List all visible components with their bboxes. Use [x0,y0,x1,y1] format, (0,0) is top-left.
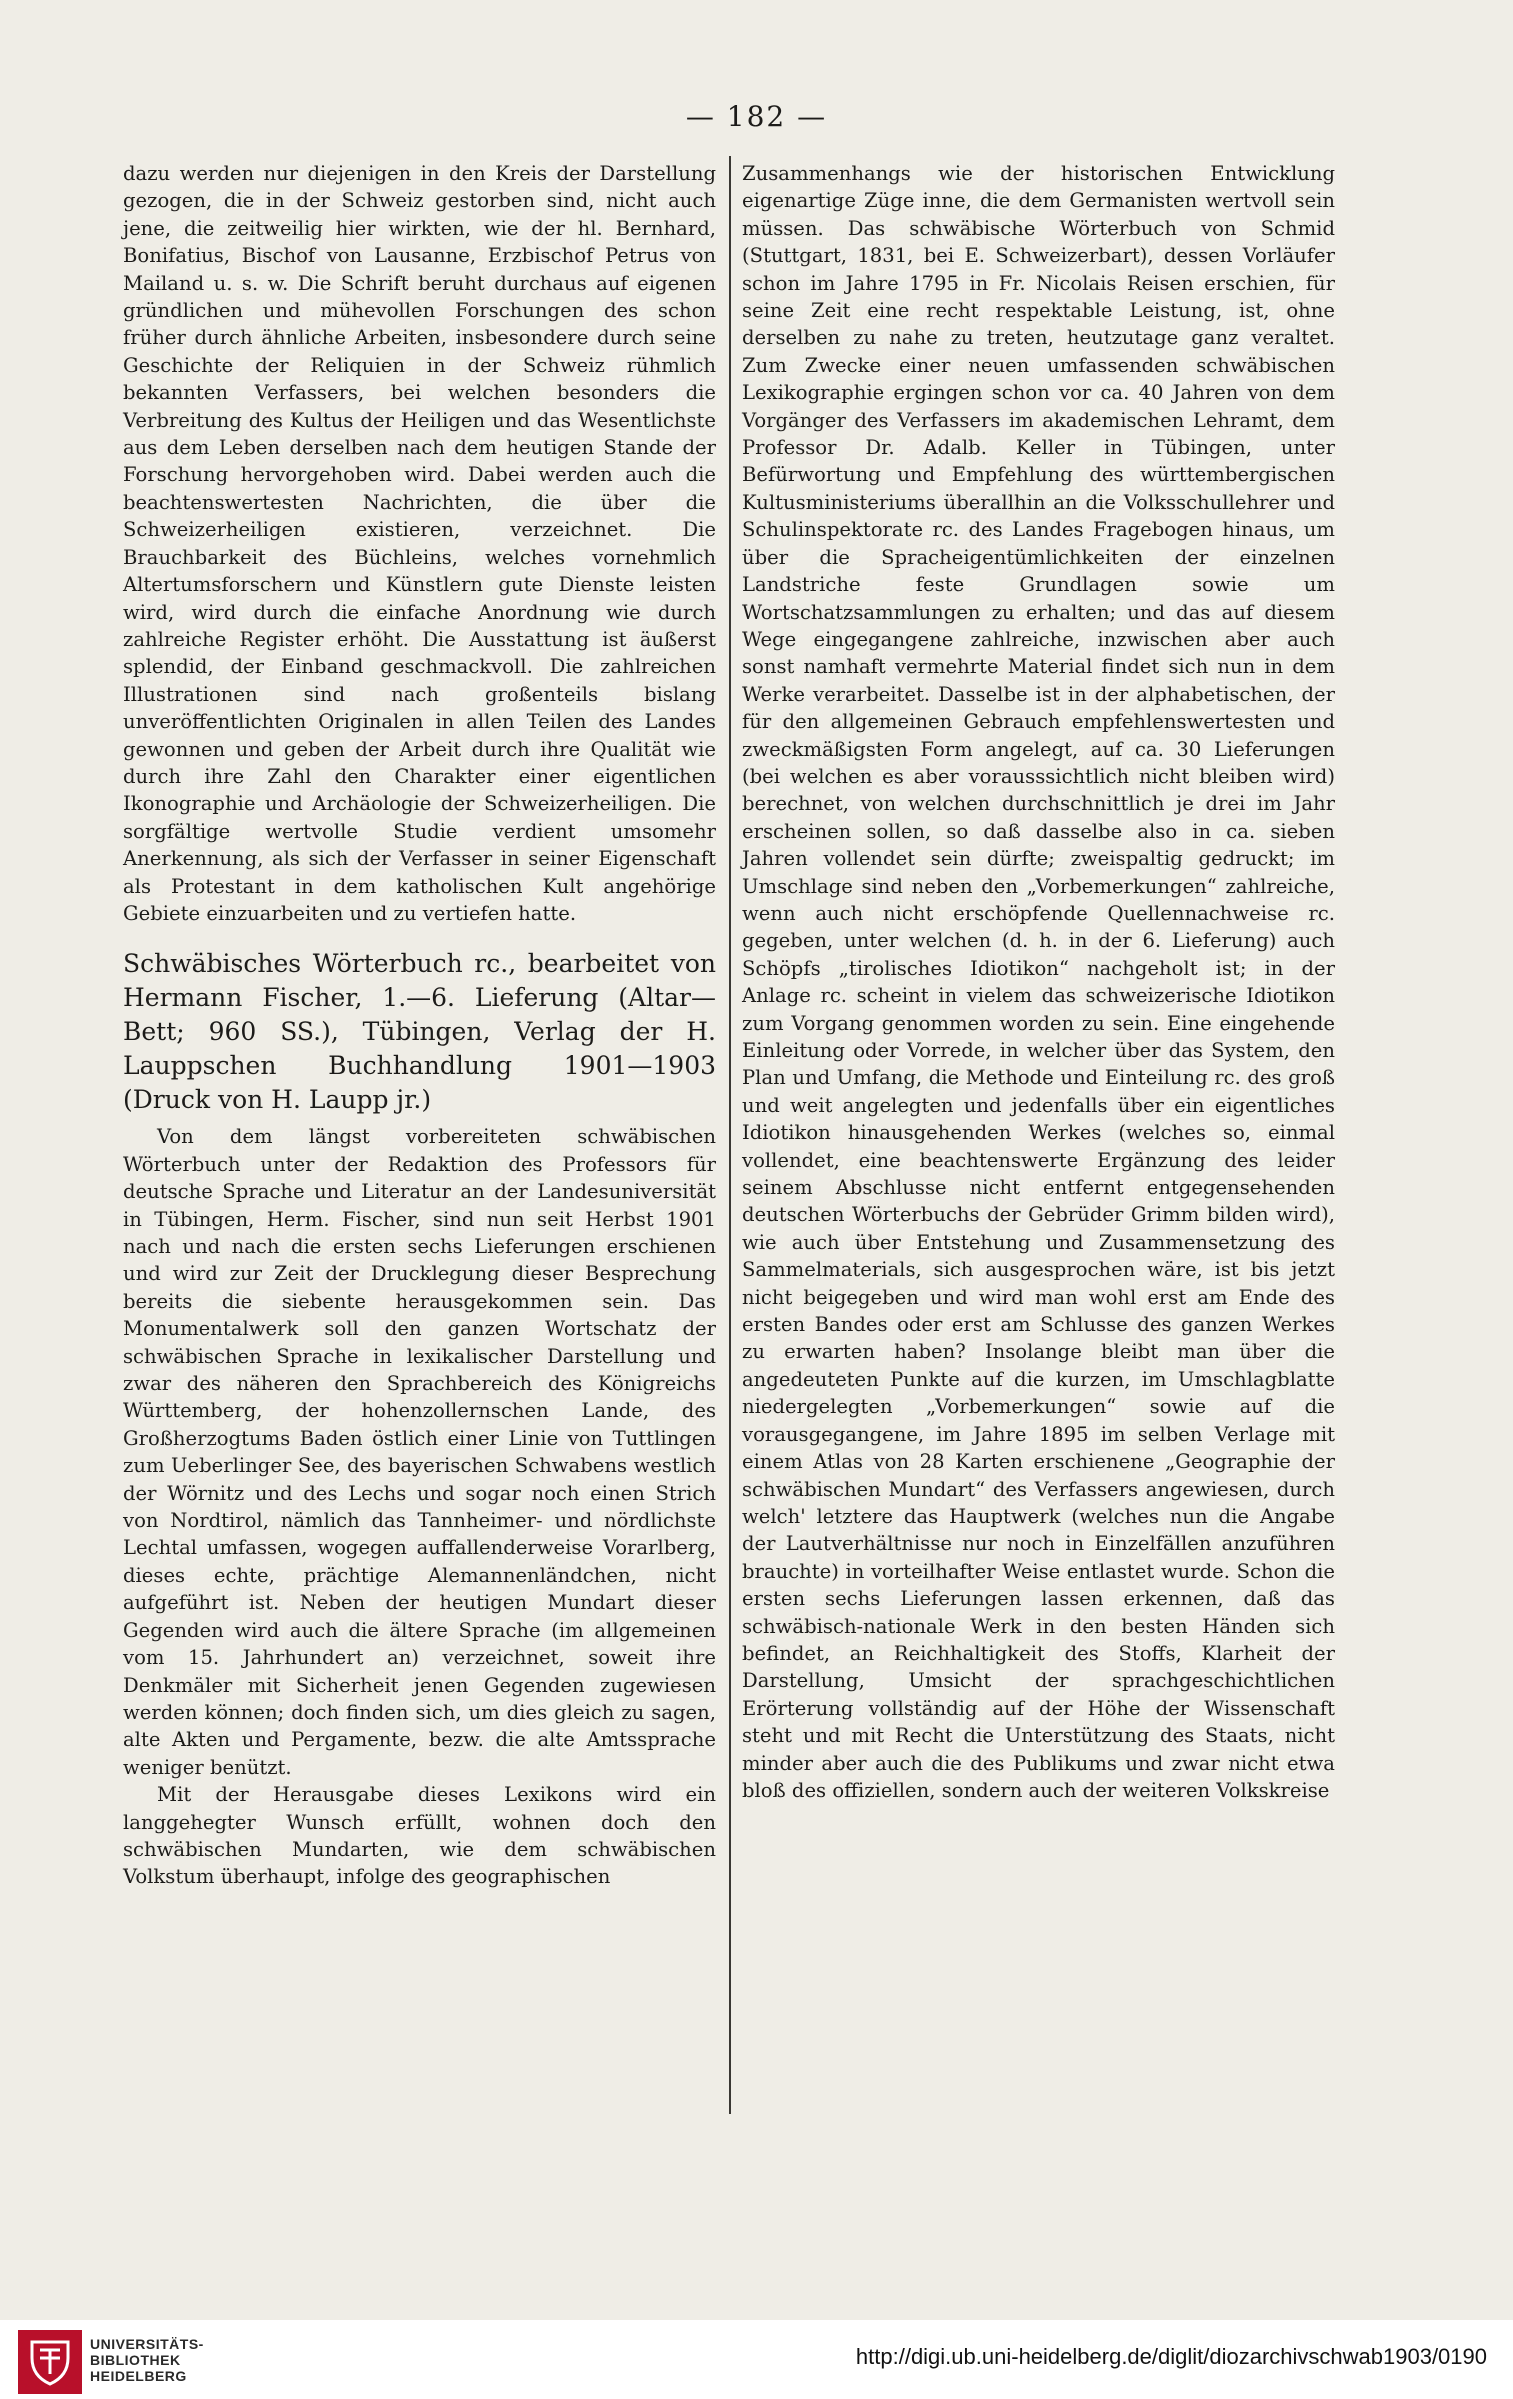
source-url-link[interactable]: http://digi.ub.uni-heidelberg.de/diglit/diozarchivschwab1903/0190 [855,2344,1487,2369]
paragraph: dazu werden nur diejenigen in den Kreis der Darstellung gezogen, die in der Schweiz gestorben sind, nicht auch jene, die zeitweilig hier wirkten, wie der hl. Bernhard, Bonifatius, Bischof von Lausanne, Erzbischof Petrus von Mailand u. s. w. Die Schrift beruht durchaus auf eigenen gründlichen und mühevollen Forschungen des schon früher durch ähnliche Arbeiten, insbesondere durch seine Geschichte der Reliquien in der Schweiz rühmlich bekannten Verfassers, bei welchen besonders die Verbreitung des Kultus der Heiligen und das Wesentlichste aus dem Leben derselben nach dem heutigen Stande der Forschung hervorgehoben wird. Dabei werden auch die beachtenswertesten Nachrichten, die über die Schweizerheiligen existieren, verzeichnet. Die Brauchbarkeit des Büchleins, welches vornehmlich Altertumsforschern und Künstlern gute Dienste leisten wird, wird durch die einfache Anordnung wie durch zahlreiche Register erhöht. Die Ausstattung ist äußerst splendid, der Einband geschmackvoll. Die zahlreichen Illustrationen sind nach großenteils bislang unveröffentlichten Originalen in allen Teilen des Landes gewonnen und geben der Arbeit durch ihre Qualität wie durch ihre Zahl den Charakter einer eigentlichen Ikonographie und Archäologie der Schweizerheiligen. Die sorgfältige wertvolle Studie verdient umsomehr Anerkennung, als sich der Verfasser in seiner Eigenschaft als Protestant in dem katholischen Kult angehörige Gebiete einzuarbeiten und zu vertiefen hatte. [123,162,716,925]
library-name: UNIVERSITÄTS- BIBLIOTHEK HEIDELBERG [90,2336,204,2384]
footer-bar [0,2320,1513,2399]
university-library-logo-icon [18,2330,82,2394]
paragraph: Mit der Herausgabe dieses Lexikons wird ein langgehegter Wunsch erfüllt, wohnen doch den schwäbischen Mundarten, wie dem schwäbischen Volkstum überhaupt, infolge des geographischen [123,1783,716,1889]
paragraph: Zusammenhangs wie der historischen Entwicklung eigenartige Züge inne, die dem Germanisten wertvoll sein müssen. Das schwäbische Wörterbuch von Schmid (Stuttgart, 1831, bei E. Schweizerbart), dessen Vorläufer schon im Jahre 1795 in Fr. Nicolais Reisen erschien, für seine Zeit eine recht respektable Leistung, ist, ohne derselben zu nahe zu treten, heutzutage ganz veraltet. Zum Zwecke einer neuen umfassenden schwäbischen Lexikographie ergingen schon vor ca. 40 Jahren von dem Vorgänger des Verfassers im akademischen Lehramt, dem Professor Dr. Adalb. Keller in Tübingen, unter Befürwortung und Empfehlung des württembergischen Kultusministeriums überallhin an die Volksschullehrer und Schulinspektorate rc. des Landes Fragebogen hinaus, um über die Spracheigentümlichkeiten der einzelnen Landstriche feste Grundlagen sowie um Wortschatzsammlungen zu erhalten; und das auf diesem Wege eingegangene zahlreiche, inzwischen aber auch sonst namhaft vermehrte Material findet sich nun in dem Werke verarbeitet. Dasselbe ist in der alphabetischen, der für den allgemeinen Gebrauch empfehlenswertesten und zweckmäßigsten Form angelegt, auf ca. 30 Lieferungen (bei welchen es aber vorausssichtlich nicht bleiben wird) berechnet, von welchen durchschnittlich je drei im Jahr erscheinen sollen, so daß dasselbe also in ca. sieben Jahren vollendet sein dürfte; zweispaltig gedruckt; im Umschlage sind neben den „Vorbemerkungen“ zahlreiche, wenn auch nicht erschöpfende Quellennachweise rc. gegeben, unter welchen (d. h. in der 6. Lieferung) auch Schöpfs „tirolisches Idiotikon“ nachgeholt ist; in der Anlage rc. scheint in vielem das schweizerische Idiotikon zum Vorgang genommen worden zu sein. Eine eingehende Einleitung oder Vorrede, in welcher über das System, den Plan und Umfang, die Methode und Einteilung rc. des groß und weit angelegten und jedenfalls über ein eigentliches Idiotikon hinausgehenden Werkes (welches so, einmal vollendet, eine beachtenswerte Ergänzung des leider seinem Abschlusse nicht entfernt entgegensehenden deutschen Wörterbuchs der Gebrüder Grimm bilden wird), wie auch über Entstehung und Zusammensetzung des Sammelmaterials, sich ausgesprochen wäre, ist bis jetzt nicht beigegeben und wird man wohl erst am Ende des ersten Bandes oder erst am Schlusse des ganzen Werkes zu erwarten haben? Insolange bleibt man über die angedeuteten Punkte auf die kurzen, im Umschlagblatte niedergelegten „Vorbemerkungen“ sowie auf die vorausgegangene, im Jahre 1895 im selben Verlage mit einem Atlas von 28 Karten erschienene „Geographie der schwäbischen Mundart“ des Verfassers angewiesen, durch welch' letztere das Hauptwerk (welches nun die Angabe der Lautverhältnisse nur noch in Einzelfällen anzuführen brauchte) in vorteilhafter Weise entlastet wurde. Schon die ersten sechs Lieferungen lassen erkennen, daß das schwäbisch-nationale Werk in den besten Händen sich befindet, an Reichhaltigkeit des Stoffs, Klarheit der Darstellung, Umsicht der sprachgeschichtlichen Erörterung vollständig auf der Höhe der Wissenschaft steht und mit Recht die Unterstützung des Staats, nicht minder aber auch die des Publikums und zwar nicht etwa bloß des offiziellen, sondern auch der weiteren Volkskreise [742,162,1335,1802]
right-column [742,160,1335,1804]
paragraph: Von dem längst vorbereiteten schwäbischen Wörterbuch unter der Redaktion des Professors für deutsche Sprache und Literatur an der Landesuniversität in Tübingen, Herm. Fischer, sind nun seit Herbst 1901 nach und nach die ersten sechs Lieferungen erschienen und wird zur Zeit der Drucklegung dieser Besprechung bereits die siebente herausgekommen sein. Das Monumentalwerk soll den ganzen Wortschatz der schwäbischen Sprache in lexikalischer Darstellung und zwar des näheren den Sprachbereich des Königreichs Württemberg, der hohenzollernschen Lande, des Großherzogtums Baden östlich einer Linie von Tuttlingen zum Ueberlinger See, des bayerischen Schwabens westlich der Wörnitz und des Lechs und sogar noch einen Strich von Nordtirol, nämlich das Tannheimer- und nördlichste Lechtal umfassen, wogegen auffallenderweise Vorarlberg, dieses echte, prächtige Alemannenländchen, nicht aufgeführt ist. Neben der heutigen Mundart dieser Gegenden wird auch die ältere Sprache (im allgemeinen vom 15. Jahrhundert an) verzeichnet, soweit ihre Denkmäler mit Sicherheit jenen Gegenden zugewiesen werden können; doch finden sich, um dies gleich zu sagen, alte Akten und Pergamente, bezw. die alte Amtssprache weniger benützt. [123,1125,716,1779]
review-heading: Schwäbisches Wörterbuch rc., bearbeitet von Hermann Fischer, 1.—6. Lieferung (Altar—Bett; 960 SS.), Tübingen, Verlag der H. Lauppschen Buchhandlung 1901—1903 (Druck von H. Laupp jr.) [123,949,716,1115]
page-number: — 182 — [685,100,828,133]
left-column [123,160,716,1891]
column-divider [729,156,731,2114]
